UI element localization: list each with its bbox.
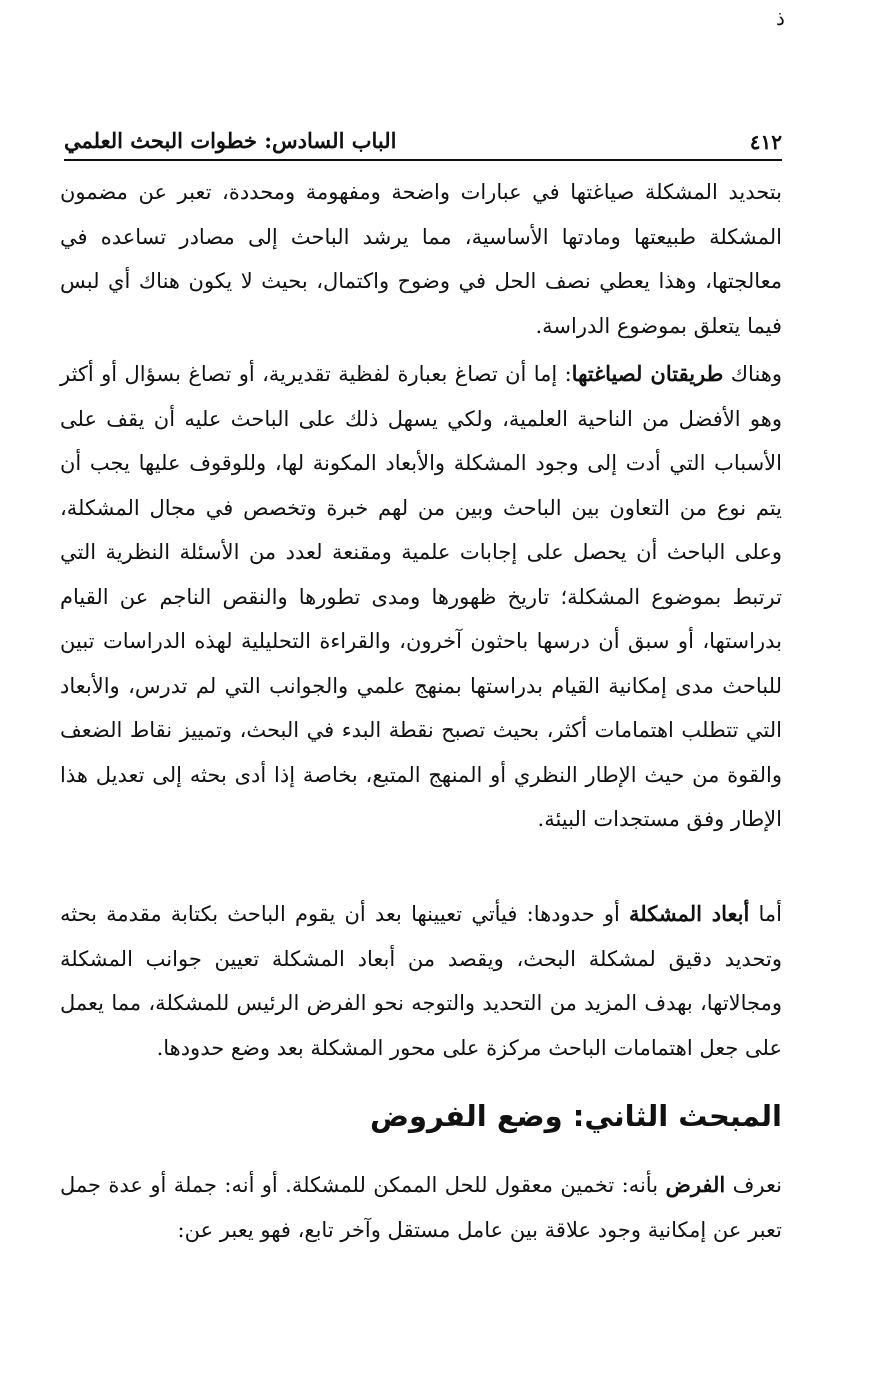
bold-term: أبعاد المشكلة [629,901,750,926]
corner-mark: ذ [776,6,785,30]
paragraph-lead: وهناك [723,362,782,386]
header-rule [64,159,782,161]
paragraph-text: بأنه: تخمين معقول للحل الممكن للمشكلة. أو أنه: جملة أو عدة جمل تعبر عن إمكانية وجود علاقة بين عامل مستقل وآخر تابع، فهو يعبر عن: [60,1173,782,1242]
paragraph-text: : إما أن تصاغ بعبارة لفظية تقديرية، أو تصاغ بسؤال أو أكثر وهو الأفضل من الناحية العلمية، ولكي يسهل ذلك على الباحث عليه أن يقف على الأسباب التي أدت إلى وجود المشكلة والأبعاد المكونة لها، وللوقوف عليها يجب أن يتم نوع من التعاون بين الباحث وبين من لهم خبرة وتخصص في مجال المشكلة، وعلى الباحث أن يحصل على إجابات علمية ومقنعة لعدد من الأسئلة النظرية التي ترتبط بموضوع المشكلة؛ تاريخ ظهورها ومدى تطورها والنقص الناجم عن القيام بدراستها، أو سبق أن درسها باحثون آخرون، والقراءة التحليلية لهذه الدراسات تبين للباحث مدى إمكانية القيام بدراستها بمنهج علمي والجوانب التي لم تدرس، والأبعاد التي تتطلب اهتمامات أكثر، بحيث تصبح نقطة البدء في البحث، وتمييز نقاط الضعف والقوة من حيث الإطار النظري أو المنهج المتبع، بخاصة إذا أدى بحثه إلى تعديل هذا الإطار وفق مستجدات البيئة. [60,362,782,831]
paragraph-problem-definition [60,170,782,348]
section-heading: المبحث الثاني: وضع الفروض [369,1099,782,1133]
bold-term: طريقتان لصياغتها [571,361,724,386]
running-header [64,128,782,160]
paragraph-lead: نعرف [725,1173,782,1197]
paragraph-two-ways [60,352,782,842]
paragraph-text: أو حدودها: فيأتي تعيينها بعد أن يقوم الباحث بكتابة مقدمة بحثه وتحديد دقيق لمشكلة البحث، ويقصد من أبعاد المشكلة تعيين جوانب المشكلة ومجالاتها، بهدف المزيد من التحديد والتوجه نحو الفرض الرئيس للمشكلة، مما يعمل على جعل اهتمامات الباحث مركزة على محور المشكلة بعد وضع حدودها. [60,902,782,1060]
page-number: ٤١٢ [749,130,782,154]
paragraph-text: بتحديد المشكلة صياغتها في عبارات واضحة ومفهومة ومحددة، تعبر عن مضمون المشكلة طبيعتها ومادتها الأساسية، مما يرشد الباحث إلى مصادر تساعده في معالجتها، وهذا يعطي نصف الحل في وضوح واكتمال، بحيث لا يكون هناك أي لبس فيما يتعلق بموضوع الدراسة. [60,180,782,338]
bold-term: الفرض [665,1172,726,1197]
chapter-title: الباب السادس: خطوات البحث العلمي [64,128,397,153]
paragraph-problem-dimensions [60,892,782,1070]
paragraph-hypothesis-definition [60,1163,782,1252]
paragraph-lead: أما [749,902,782,926]
